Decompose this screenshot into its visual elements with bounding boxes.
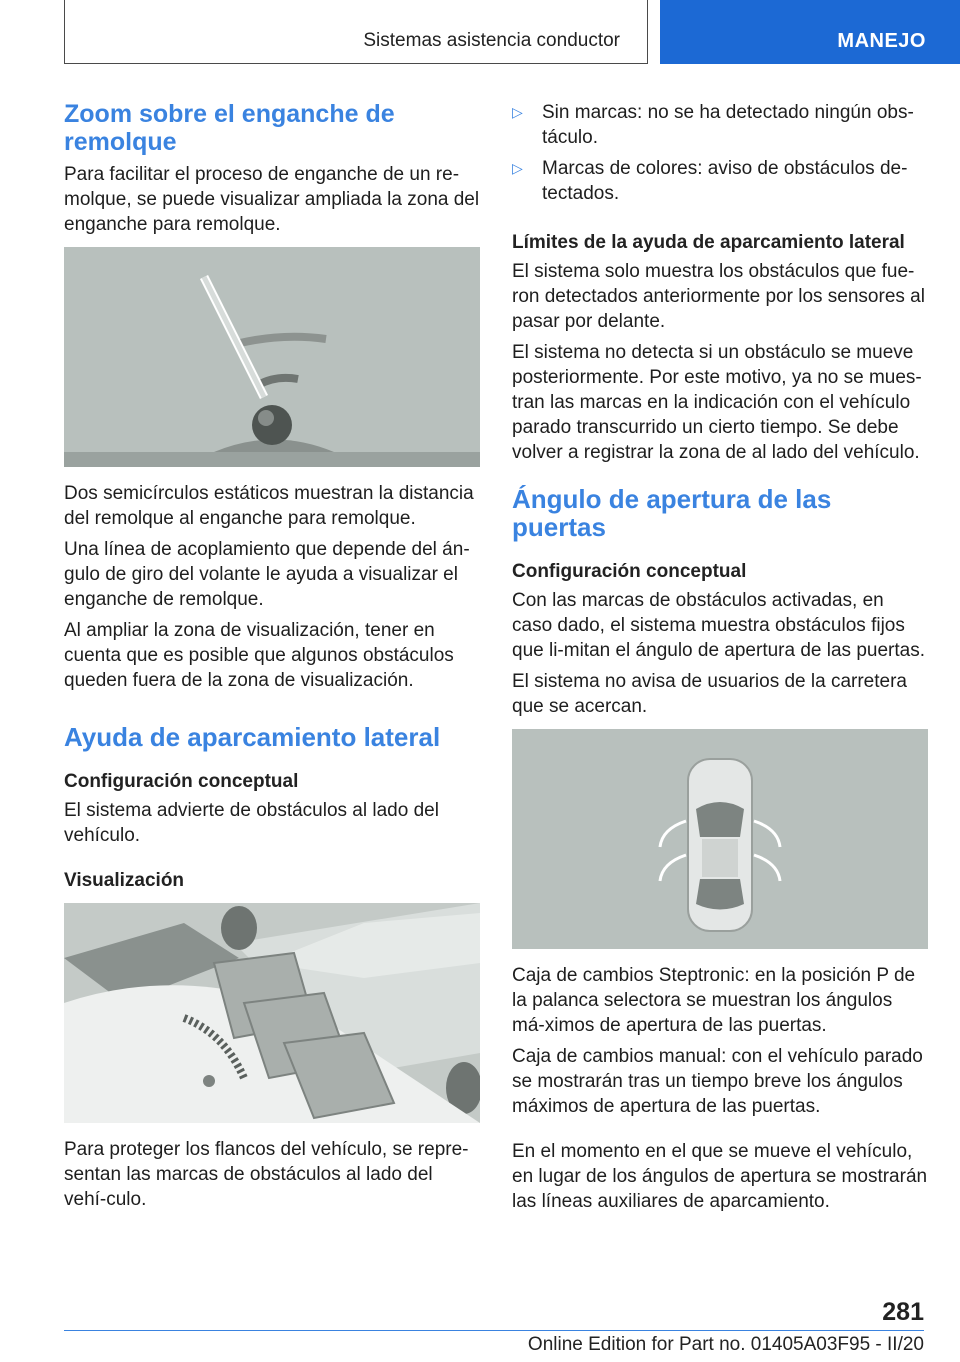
zoom-warning: Al ampliar la zona de visualización, tener en cuenta que es posible que algunos obstáculos queden fuera de la zona de visualización. [64,620,454,691]
footer-divider [64,1330,924,1331]
left-column [64,100,480,1218]
zoom-intro: Para facilitar el proceso de enganche de un re-molque, se puede visualizar ampliada la zona del enganche para remolque. [64,164,480,235]
triangle-bullet-icon: ▷ [512,160,523,176]
limits-p1: El sistema solo muestra los obstáculos que fue-ron detectados anteriormente por los sensores al pasar por delante. [512,261,925,332]
doors-p5: En el momento en el que se mueve el vehículo, en lugar de los ángulos de apertura se mostrarán las líneas auxiliares de aparcamiento. [512,1141,928,1212]
list-item: ▷ Sin marcas: no se ha detectado ningún obs-táculo. [512,102,914,148]
lateral-parking-illustration [64,903,480,1123]
chapter-tab[interactable] [660,0,960,64]
doors-concept-heading: Configuración conceptual [512,561,747,582]
lateral-concept-heading: Configuración conceptual [64,771,299,792]
doors-p2: El sistema no avisa de usuarios de la carretera que se acercan. [512,671,907,717]
page-number: 281 [882,1298,924,1326]
chapter-tab-label: MANEJO [837,30,926,52]
hitch-zoom-illustration [64,247,480,467]
list-item: ▷ Marcas de colores: aviso de obstáculos de-tectados. [512,158,908,204]
lateral-display-text: Para proteger los flancos del vehículo, se repre-sentan las marcas de obstáculos al lado del vehí-culo. [64,1139,469,1210]
doors-heading: Ángulo de apertura de las puertas [512,484,832,542]
limits-heading: Límites de la ayuda de aparcamiento lateral [512,232,905,253]
zoom-coupling-line: Una línea de acoplamiento que depende del án-gulo de giro del volante le ayuda a visualizar el enganche de remolque. [64,539,470,610]
door-angle-illustration [512,729,928,949]
limits-p2: El sistema no detecta si un obstáculo se mueve posteriormente. Por este motivo, ya no se mues-tran las marcas en la indicación con el vehículo parado transcurrido un cierto tiempo. Se debe volver a registrar la zona de al lado del vehículo. [512,342,922,463]
zoom-semicircles: Dos semicírculos estáticos muestran la distancia del remolque al enganche para remolque. [64,483,474,529]
marks-bullet-list [512,100,928,206]
section-title: Sistemas asistencia conductor [363,30,620,51]
lateral-concept-text: El sistema advierte de obstáculos al lado del vehículo. [64,800,439,846]
doors-p4: Caja de cambios manual: con el vehículo parado se mostrarán tras un tiempo breve los ángulos máximos de apertura de las puertas. [512,1046,923,1117]
lateral-display-heading: Visualización [64,870,185,891]
triangle-bullet-icon: ▷ [512,104,523,120]
zoom-heading: Zoom sobre el enganche de remolque [64,100,395,156]
doors-p1: Con las marcas de obstáculos activadas, en caso dado, el sistema muestra obstáculos fijos que li-mitan el ángulo de apertura de las puertas. [512,590,925,661]
lateral-heading: Ayuda de aparcamiento lateral [64,722,441,752]
right-column [512,100,928,1220]
footer-edition: Online Edition for Part no. 01405A03F95 - II/20 [527,1334,924,1355]
doors-p3: Caja de cambios Steptronic: en la posición P de la palanca selectora se muestran los ángulos má-ximos de apertura de las puertas. [512,965,916,1036]
